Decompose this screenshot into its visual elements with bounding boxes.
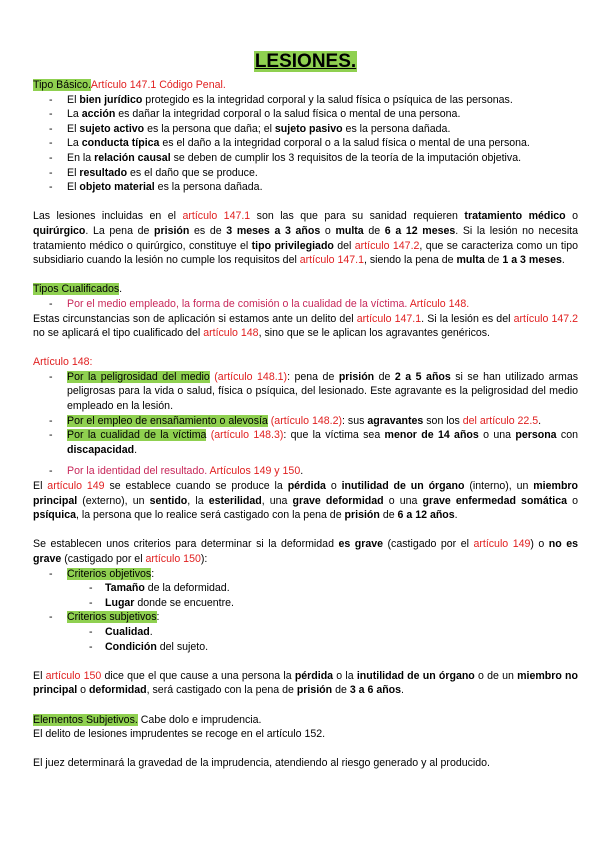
list-item: - El sujeto activo es la persona que daña; el sujeto pasivo es la persona dañada. (33, 122, 578, 137)
identity-result-list (33, 464, 578, 479)
list-item: - La acción es dañar la integridad corporal o la salud física o mental de una persona. (33, 107, 578, 122)
paragraph-147: Las lesiones incluidas en el artículo 147.1 son las que para su sanidad requieren tratamiento médico o quirúrgico. La pena de prisión es de 3 meses a 3 años o multa de 6 a 12 meses. Si la lesión no necesita tratamiento médico o quirúrgico, constituye el tipo privilegiado del artículo 147.2, que se caracteriza como un tipo subsidiario cuando la lesión no cumple los requisitos del artículo 147.1, siendo la pena de multa de 1 a 3 meses. (33, 210, 579, 267)
closing-line: El juez determinará la gravedad de la imprudencia, atendiendo al riesgo generado y al producido. (33, 757, 491, 770)
qualified-types-heading: Tipos Cualificados. (33, 283, 123, 296)
article-148-list (33, 370, 578, 458)
basic-type-list (33, 93, 578, 195)
qualified-types-list (33, 297, 578, 312)
objective-criteria-list (33, 581, 578, 610)
list-item: - Por el empleo de ensañamiento o alevosía (artículo 148.2): sus agravantes son los del artículo 22.5. (33, 414, 578, 429)
subjective-elements: Elementos Subjetivos. Cabe dolo e imprudencia. (33, 713, 262, 726)
list-item: - Condición del sujeto. (33, 640, 578, 655)
qualified-paragraph: Estas circunstancias son de aplicación si estamos ante un delito del artículo 147.1. Si la lesión es del artículo 147.2 no se aplicará el tipo cualificado del artículo 148, sino que se le aplican los agravantes genéricos. (33, 312, 578, 340)
list-item: - El resultado es el daño que se produce. (33, 166, 578, 181)
paragraph-150: El artículo 150 dice que el que cause a una persona la pérdida o la inutilidad de un órgano o de un miembro no principal o deformidad, será castigado con la pena de prisión de 3 a 6 años. (33, 669, 579, 697)
page-title: LESIONES. (254, 51, 357, 72)
list-item: - Cualidad. (33, 625, 578, 640)
basic-type-heading: Tipo Básico.Artículo 147.1 Código Penal. (33, 79, 226, 91)
list-item: - La conducta típica es el daño a la integridad corporal o a la salud física o mental de una persona. (33, 136, 578, 151)
list-item: - Lugar donde se encuentre. (33, 596, 578, 611)
article-148-heading: Artículo 148: (33, 356, 93, 369)
criteria-list (33, 567, 578, 655)
list-item: - En la relación causal se deben de cumplir los 3 requisitos de la teoría de la imputación objetiva. (33, 151, 578, 166)
list-item: - Tamaño de la deformidad. (33, 581, 578, 596)
list-item: - El objeto material es la persona dañada. (33, 180, 578, 195)
list-item: - Por la peligrosidad del medio (artículo 148.1): pena de prisión de 2 a 5 años si se han utilizado armas peligrosas para la vida o salud, física o psíquica, del lesionado. Este agravante es la peligrosidad del medio empleado en la lesión. (33, 370, 578, 414)
list-item: - Por la cualidad de la víctima (artículo 148.3): que la víctima sea menor de 14 años o una persona con discapacidad. (33, 428, 578, 457)
article-152-line: El delito de lesiones imprudentes se recoge en el artículo 152. (33, 728, 326, 741)
criteria-paragraph: Se establecen unos criterios para determinar si la deformidad es grave (castigado por el artículo 149) o no es grave (castigado por el artículo 150): (33, 538, 579, 565)
list-item: - Criterios objetivos: - Tamaño de la deformidad. - Lugar donde se encuentre. (33, 567, 578, 611)
list-item: - El bien jurídico protegido es la integridad corporal y la salud física o psíquica de las personas. (33, 93, 578, 108)
list-item: - Criterios subjetivos: - Cualidad. - Condición del sujeto. (33, 610, 578, 654)
list-item: - Por el medio empleado, la forma de comisión o la cualidad de la víctima. Artículo 148. (33, 297, 578, 312)
subjective-criteria-list (33, 625, 578, 654)
document-page (33, 50, 578, 771)
paragraph-149: El artículo 149 se establece cuando se produce la pérdida o inutilidad de un órgano (interno), un miembro principal (externo), un sentido, la esterilidad, una grave deformidad o una grave enfermedad somática o psíquica, la persona que lo realice será castigado con la pena de prisión de 6 a 12 años. (33, 480, 579, 522)
list-item: - Por la identidad del resultado. Artículos 149 y 150. (33, 464, 578, 479)
